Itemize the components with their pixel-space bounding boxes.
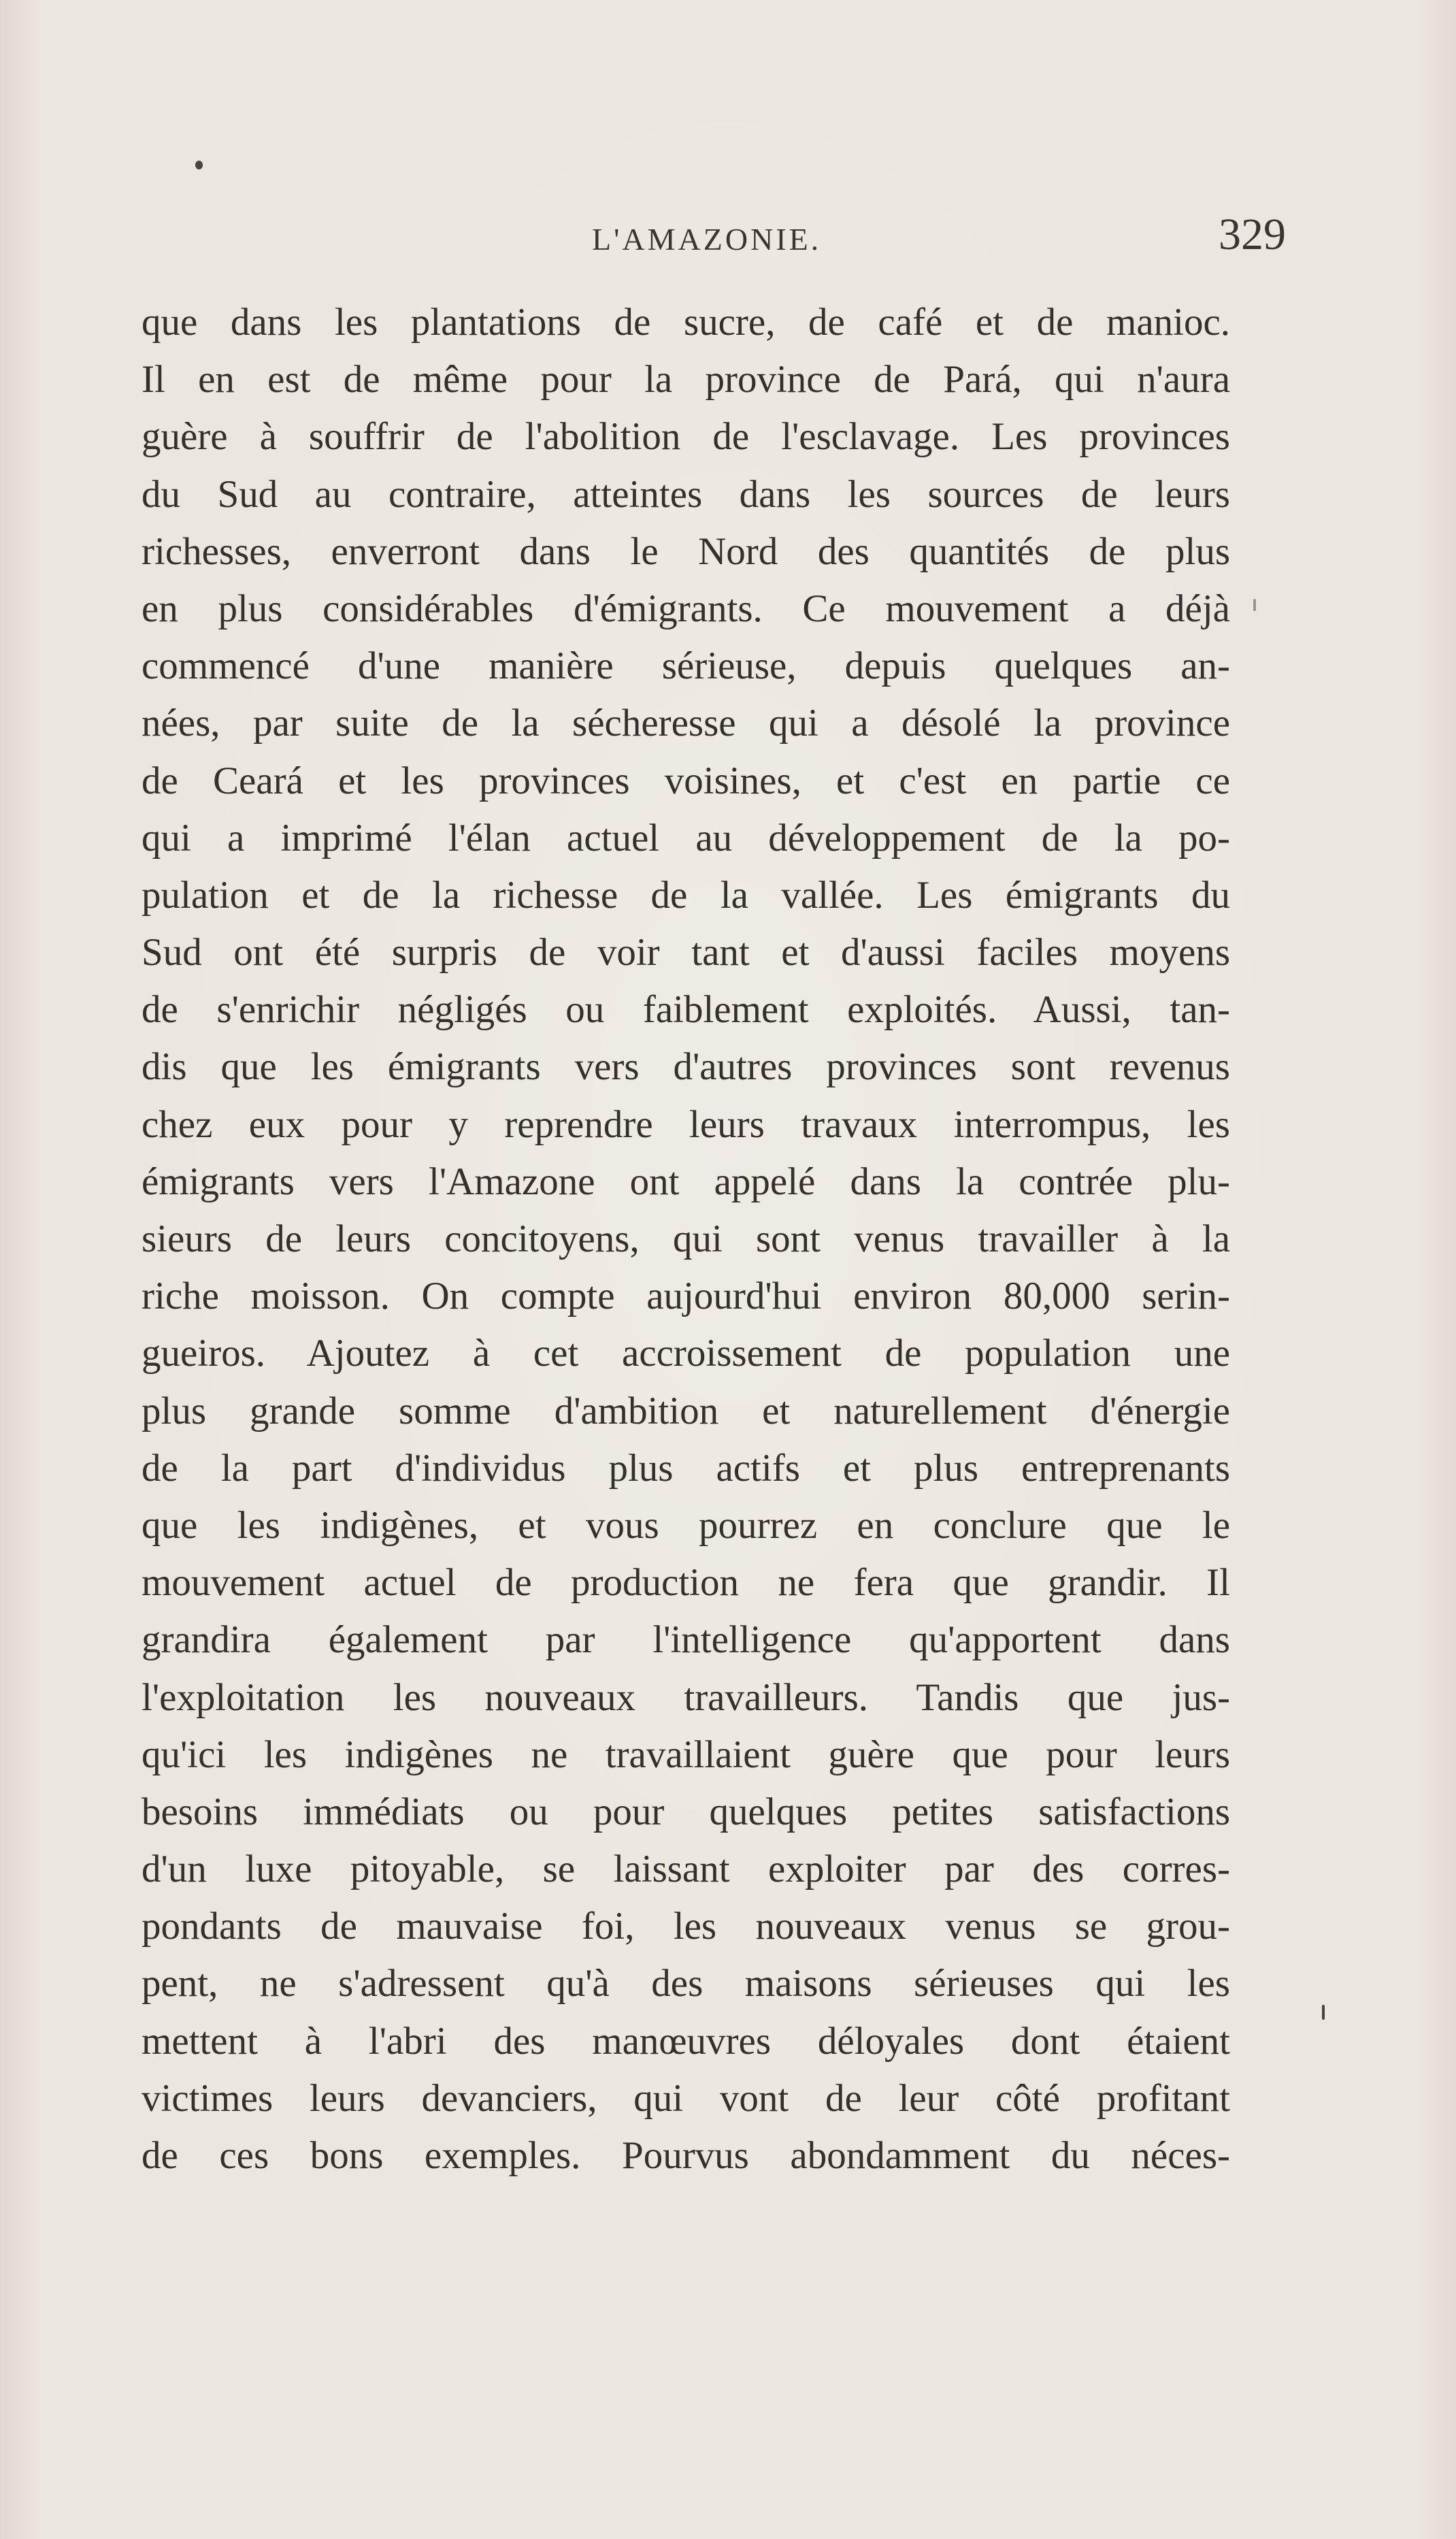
text-line: de Ceará et les provinces voisines, et c'est en partie ce [142, 759, 1230, 802]
text-line: pent, ne s'adressent qu'à des maisons sérieuses qui les [142, 1962, 1230, 2005]
text-line: l'exploitation les nouveaux travailleurs. Tandis que jus- [142, 1675, 1230, 1719]
text-line: victimes leurs devanciers, qui vont de leur côté profitant [142, 2076, 1230, 2120]
text-line: gueiros. Ajoutez à cet accroissement de population une [142, 1332, 1230, 1375]
text-line: chez eux pour y reprendre leurs travaux interrompus, les [142, 1102, 1230, 1146]
body-text [142, 294, 1230, 2184]
text-line: de ces bons exemples. Pourvus abondamment du néces- [142, 2134, 1230, 2177]
running-title: L'AMAZONIE. [592, 222, 822, 257]
text-line: en plus considérables d'émigrants. Ce mouvement a déjà [142, 587, 1230, 630]
text-line: pondants de mauvaise foi, les nouveaux venus se grou- [142, 1905, 1230, 1948]
text-line: grandira également par l'intelligence qu'apportent dans [142, 1618, 1230, 1662]
page-header [143, 210, 1286, 276]
text-line: d'un luxe pitoyable, se laissant exploiter par des corres- [142, 1848, 1230, 1891]
text-line: mettent à l'abri des manœuvres déloyales dont étaient [142, 2019, 1230, 2063]
text-line: plus grande somme d'ambition et naturellement d'énergie [142, 1389, 1230, 1432]
ink-speck [195, 161, 203, 169]
text-line: Sud ont été surpris de voir tant et d'aussi faciles moyens [142, 931, 1230, 974]
text-line: qui a imprimé l'élan actuel au développement de la po- [142, 816, 1230, 859]
text-line: dis que les émigrants vers d'autres provinces sont revenus [142, 1045, 1230, 1089]
text-line: commencé d'une manière sérieuse, depuis quelques an- [142, 644, 1230, 688]
text-line: que dans les plantations de sucre, de café et de manioc. [142, 301, 1230, 344]
text-line: mouvement actuel de production ne fera que grandir. Il [142, 1561, 1230, 1605]
page-number: 329 [1219, 210, 1286, 259]
text-line: émigrants vers l'Amazone ont appelé dans la contrée plu- [142, 1160, 1230, 1203]
text-line: nées, par suite de la sécheresse qui a désolé la province [142, 702, 1230, 745]
text-line: sieurs de leurs concitoyens, qui sont venus travailler à la [142, 1217, 1230, 1260]
text-line: guère à souffrir de l'abolition de l'esclavage. Les provinces [142, 415, 1230, 459]
text-line: Il en est de même pour la province de Pará, qui n'aura [142, 358, 1230, 402]
text-line: richesses, enverront dans le Nord des quantités de plus [142, 529, 1230, 573]
text-line: riche moisson. On compte aujourd'hui environ 80,000 serin- [142, 1275, 1230, 1318]
text-line: qu'ici les indigènes ne travaillaient guère que pour leurs [142, 1733, 1230, 1776]
text-line: du Sud au contraire, atteintes dans les sources de leurs [142, 472, 1230, 516]
text-line: de s'enrichir négligés ou faiblement exploités. Aussi, tan- [142, 988, 1230, 1032]
text-line: pulation et de la richesse de la vallée. Les émigrants du [142, 873, 1230, 917]
ink-speck [1322, 2005, 1325, 2020]
text-line: besoins immédiats ou pour quelques petites satisfactions [142, 1790, 1230, 1833]
ink-speck [1253, 599, 1256, 611]
text-line: que les indigènes, et vous pourrez en conclure que le [142, 1503, 1230, 1547]
text-line: de la part d'individus plus actifs et plus entreprenants [142, 1446, 1230, 1490]
